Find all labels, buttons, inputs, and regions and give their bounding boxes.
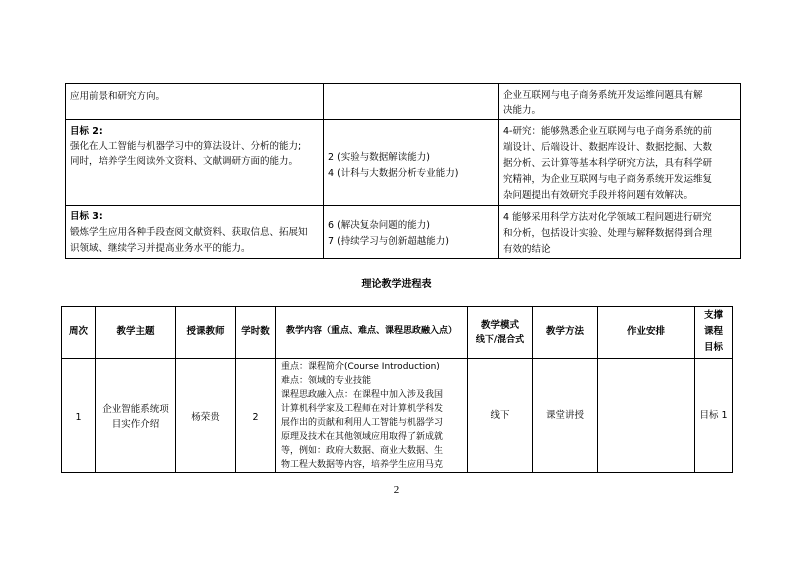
goal3-indicator-line1: 4 能够采用科学方法对化学领域工程问题进行研究	[503, 212, 712, 223]
goal-row0-indicator-line2: 决能力。	[503, 105, 542, 116]
goal3-title: 目标 3:	[70, 211, 103, 222]
goal3-indicator-line3: 有效的结论	[503, 244, 551, 255]
row-content-line6: 原理及技术在其他领域应用取得了新成就	[281, 432, 444, 442]
header-homework: 作业安排	[626, 326, 665, 337]
row-content-line4: 计算机科学家及工程师在对计算机学科发	[281, 404, 444, 414]
goal2-ability-1: 2 (实验与数据解读能力)	[328, 152, 430, 163]
goal2-indicator-line1: 4-研究：能够熟悉企业互联网与电子商务系统的前	[503, 126, 712, 137]
row-method: 课堂讲授	[545, 410, 584, 421]
row-content-line2: 难点：领域的专业技能	[281, 376, 372, 386]
row-teacher: 杨荣贵	[191, 412, 220, 423]
row-topic-line2: 目实作介绍	[111, 419, 160, 430]
goal2-indicator-line2: 端设计、后端设计、数据库设计、数据挖掘、大数	[503, 142, 713, 153]
section-title: 理论教学进程表	[361, 279, 432, 290]
header-goal-line2: 课程	[703, 326, 723, 337]
goal2-description-line1: 强化在人工智能与机器学习中的算法设计、分析的能力;	[70, 141, 302, 152]
goal2-ability-2: 4 (计科与大数据分析专业能力)	[328, 168, 459, 179]
header-week: 周次	[68, 326, 88, 337]
header-hours: 学时数	[241, 326, 270, 337]
row-week: 1	[75, 412, 82, 423]
row-goal: 目标 1	[699, 410, 728, 421]
goal3-description-line1: 锻炼学生应用各种手段查阅文献资料、获取信息、拓展知	[70, 227, 308, 238]
header-method: 教学方法	[545, 326, 584, 337]
header-mode-line1: 教学模式	[480, 320, 519, 331]
goal2-indicator-line4: 究精神，为企业互联网与电子商务系统开发运维复	[503, 174, 713, 185]
header-content: 教学内容（重点、难点、课程思政融入点）	[285, 326, 457, 336]
goal2-title: 目标 2:	[70, 126, 103, 137]
goal2-indicator-line5: 杂问题提出有效研究手段并将问题有效解决。	[503, 190, 694, 201]
row-content-line3: 课程思政融入点：在课程中加入涉及我国	[281, 390, 444, 400]
row-content-line8: 物工程大数据等内容，培养学生应用马克	[281, 460, 444, 470]
header-goal-line3: 目标	[703, 342, 723, 353]
goal3-description-line2: 识领域、继续学习并提高业务水平的能力。	[70, 243, 251, 254]
header-goal-line1: 支撑	[703, 310, 723, 321]
goal-row0-indicator-line1: 企业互联网与电子商务系统开发运维问题具有解	[503, 90, 703, 101]
row-content-line5: 展作出的贡献和利用人工智能与机器学习	[281, 418, 444, 428]
goal3-ability-2: 7 (持续学习与创新超越能力)	[328, 236, 449, 247]
header-mode-line2: 线下/混合式	[475, 335, 525, 345]
goal3-indicator-line2: 和分析，包括设计实验、处理与解释数据得到合理	[503, 228, 713, 239]
goal2-description-line2: 同时，培养学生阅读外文资料、文献调研方面的能力。	[70, 156, 299, 167]
row-mode: 线下	[490, 410, 510, 421]
goal3-ability-1: 6 (解决复杂问题的能力)	[328, 220, 430, 231]
goal2-indicator-line3: 据分析、云计算等基本科学研究方法，具有科学研	[503, 158, 713, 169]
goal-row0-description: 应用前景和研究方向。	[70, 91, 166, 102]
header-teacher: 授课教师	[186, 326, 225, 337]
row-content-line1: 重点：课程简介(Course Introduction)	[281, 362, 440, 372]
row-hours: 2	[252, 412, 259, 423]
header-topic: 教学主题	[116, 326, 155, 337]
row-content-line7: 等，例如：政府大数据、商业大数据、生	[281, 446, 444, 456]
page-number: 2	[393, 484, 400, 496]
row-topic-line1: 企业智能系统项	[102, 404, 169, 415]
